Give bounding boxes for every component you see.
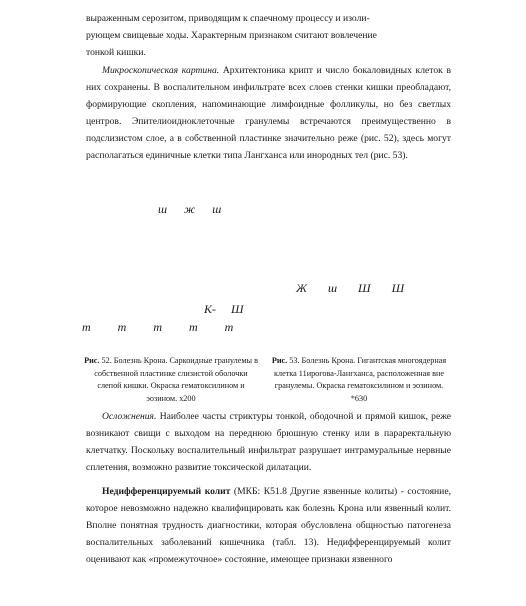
figure-53-caption-text: 53. Болезнь Крона. Гигантская многоядерная клетка 11ирогова-Лангханса, расположенная вне гранулемы. Окраска гематоксилином и эозином. *630 <box>274 356 447 403</box>
undifferentiated-colitis-heading: Недифференцируемый колит <box>102 486 231 497</box>
complications-heading: Осложнения. <box>102 411 157 422</box>
undifferentiated-colitis-text: (МКБ: К51.8 Другие язвенные колиты) - состояние, которое невозможно надежно квалифицировать как болезнь Крона или язвенный колит. Вполне понятная трудность диагностики, которая обусловлена общностью патогенеза воспалительных заболеваний кишечника (табл. 13). Недифференцируемый колит оценивают как «промежуточное» состояние, имеющее признаки язвенного <box>86 486 451 565</box>
figure-52-caption <box>82 355 260 405</box>
figure-52-glyphs-bottom: т т т т т <box>82 320 234 334</box>
intro-line-2: рующем свищевые ходы. Характерным признаком считают вовлечение <box>86 30 377 41</box>
figure-53-label: Рис. <box>271 356 288 365</box>
intro-line-3: тонкой кишки. <box>86 47 146 58</box>
microscopy-text: Архитектоника крипт и число бокаловидных клеток в них сохранены. В воспалительном инфильтрате всех слоев стенки кишки преобладают, формирующие скопления, напоминающие лимфоидные фолликулы, но без светлых центров. Эпителиоидноклеточные гранулемы встречаются преимущественно в подслизистом слое, а в собственной пластинке значительно реже (рис. 52), здесь могут располагаться единичные клетки типа Лангханса или инородных тел (рис. 53). <box>86 65 451 161</box>
intro-line-1: выраженным серозитом, приводящим к спаечному процессу и изоли- <box>86 13 370 24</box>
figure-52-glyphs-mid: К- Ш <box>204 302 244 316</box>
figure-53-glyphs: Ж ш Ш Ш <box>296 281 405 295</box>
paragraph-intro <box>86 10 451 61</box>
paragraph-microscopy <box>86 62 451 164</box>
paragraph-undifferentiated-colitis <box>86 483 451 568</box>
figure-52-caption-text: 52. Болезнь Крона. Саркоидные гранулемы в собственной пластинке слизистой оболочки слепой кишки. Окраска гематоксилином и эозином. х200 <box>94 356 258 403</box>
complications-text: Наиболее часты стриктуры тонкой, ободочной и прямой кишок, реже возникают свищи с выходом на переднюю брюшную стенку или в параректальную клетчатку. Поскольку воспалительный инфильтрат разрушает интрамуральные нервные сплетения, возможно развитие токсической дилатации. <box>86 411 451 473</box>
figure-52-glyphs-top: ш ж ш <box>158 202 222 216</box>
paragraph-complications <box>86 408 451 476</box>
figure-52-label: Рис. <box>84 356 100 365</box>
figure-53-caption <box>270 355 448 405</box>
microscopy-heading: Микроскопическая картина. <box>102 65 220 76</box>
